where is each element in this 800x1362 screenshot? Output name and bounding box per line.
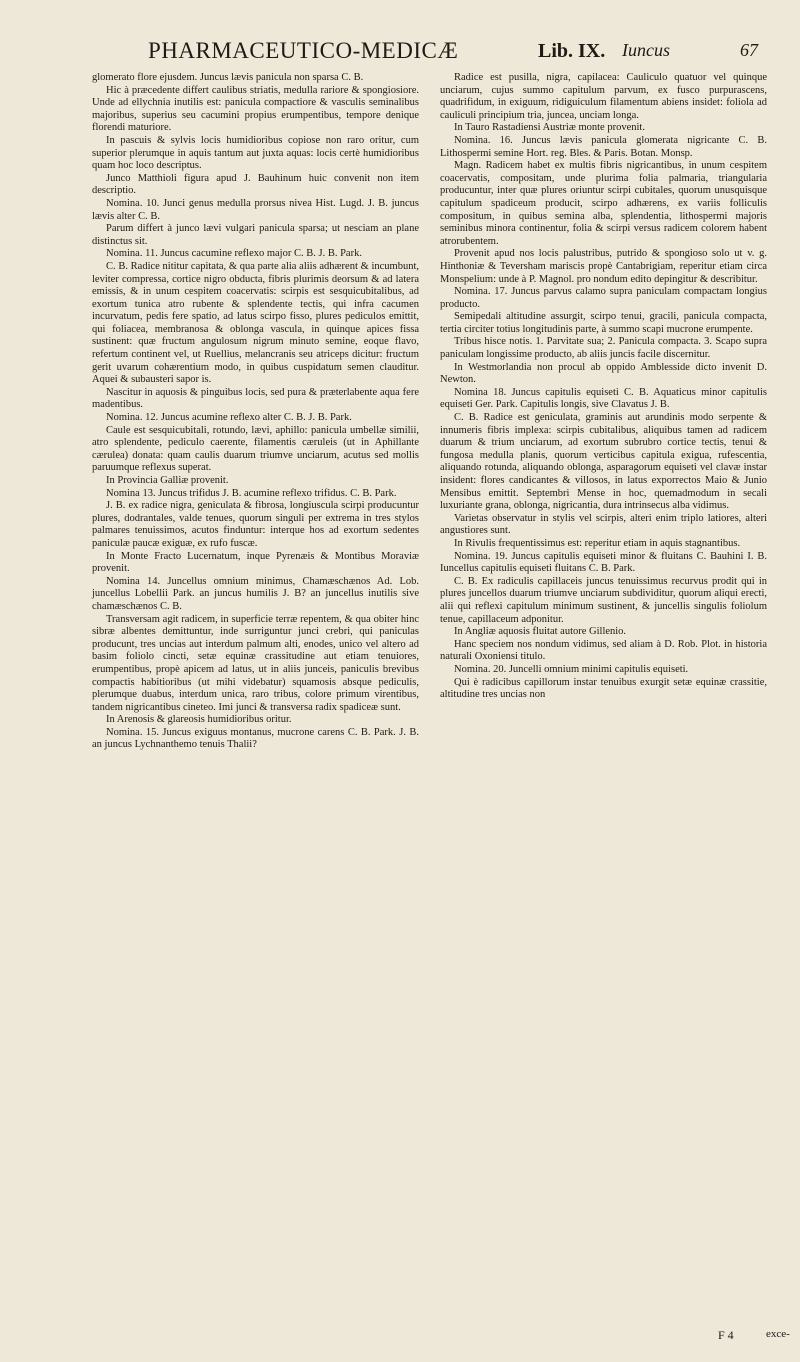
running-head: Iuncus xyxy=(622,40,670,60)
right-column xyxy=(440,72,767,702)
paragraph: Nomina 18. Juncus capitulis equiseti C. B. Aquaticus minor capitulis equiseti Ger. Park. Capitulis longis, sive Clavatus J. B. xyxy=(440,386,767,411)
paragraph: In Rivulis frequentissimus est: reperitur etiam in aquis stagnantibus. xyxy=(454,537,741,549)
paragraph: Nomina. 12. Juncus acumine reflexo alter C. B. J. B. Park. xyxy=(106,412,352,424)
paragraph: Nomina. 11. Juncus cacumine reflexo major C. B. J. B. Park. xyxy=(106,248,362,260)
paragraph: Nomina. 16. Juncus lævis panicula glomerata nigricante C. B. Lithospermi semine Hort. reg. Bles. & Paris. Botan. Monsp. xyxy=(440,134,767,159)
paragraph: In Angliæ aquosis fluitat autore Gillenio. xyxy=(454,626,627,638)
paragraph: Provenit apud nos locis palustribus, putrido & spongioso solo ut v. g. Hinthoniæ & Teversham mariscis propè Cantabrigiam, reperitur etiam circa Monspelium: unde à P. Magnol. pro nondum edito depingitur & describitur. xyxy=(440,248,767,285)
paragraph: Qui è radicibus capillorum instar tenuibus exurgit setæ equinæ crassitie, altitudine tres uncias non xyxy=(440,676,767,701)
paragraph: Nomina. 20. Juncelli omnium minimi capitulis equiseti. xyxy=(454,663,689,675)
catchword: exce- xyxy=(766,1328,790,1340)
paragraph: Nomina 14. Juncellus omnium minimus, Chamæschænos Ad. Lob. juncellus Lobellii Park. an juncus humilis J. B? an juncellus inutilis sive chamæschænos C. B. xyxy=(92,575,419,612)
paragraph: Caule est sesquicubitali, rotundo, lævi, aphillo: panicula umbellæ similii, atro splendente, pediculo caerente, filamentis cæruleis (ut in Aphillante cærulea) donata: quam caulis duarum triumve unciarum, acutus sed mollis paruumque reflexus superat. xyxy=(92,424,419,474)
paragraph: Parum differt à junco lævi vulgari panicula sparsa; ut nesciam an plane distinctus sit. xyxy=(92,223,419,247)
paragraph: glomerato flore ejusdem. Juncus lævis panicula non sparsa C. B. xyxy=(92,72,364,83)
paragraph: In Provincia Galliæ provenit. xyxy=(106,475,229,486)
paragraph: Nascitur in aquosis & pinguibus locis, sed pura & præterlabente aqua fere madentibus. xyxy=(92,386,419,411)
paragraph: Nomina. 17. Juncus parvus calamo supra paniculam compactam longius producto. xyxy=(440,286,767,310)
page-number: 67 xyxy=(740,40,758,60)
paragraph: In Arenosis & glareosis humidioribus oritur. xyxy=(106,714,292,726)
paragraph: In Tauro Rastadiensi Austriæ monte provenit. xyxy=(454,122,645,134)
paragraph: Varietas observatur in stylis vel scirpis, alteri enim triplo latiores, alteri angustiores sunt. xyxy=(440,512,767,537)
left-column xyxy=(92,72,419,752)
paragraph: Radice est pusilla, nigra, capilacea: Cauliculo quatuor vel quinque unciarum, cujus summo capitulum parvum, ex fusco purpurascens, quadrifidum, in exiguum, ridiguiculum filamentum abiens insidet: foliola ad cauliculi principium tria, juncea, unciam longa. xyxy=(440,72,767,121)
running-title: PHARMACEUTICO-MEDICÆ xyxy=(148,38,459,63)
paragraph: C. B. Ex radiculis capillaceis juncus tenuissimus recurvus prodit qui in plures juncellos duarum triumve unciarum subdividitur, quorum aliqui erecti, alii qui reflexi capitulum minimum sustinent, & juncellis singulis foliolum tenue, capillaceum adponitur. xyxy=(440,575,767,625)
paragraph: In Monte Fracto Lucernatum, inque Pyrenæis & Montibus Moraviæ provenit. xyxy=(92,550,419,575)
paragraph: Nomina 13. Juncus trifidus J. B. acumine reflexo trifidus. C. B. Park. xyxy=(106,487,397,499)
paragraph: Tribus hisce notis. 1. Parvitate sua; 2. Panicula compacta. 3. Scapo supra paniculam longissime producto, ab aliis juncis facile discernitur. xyxy=(440,336,767,361)
page-header xyxy=(80,38,780,68)
paragraph: In pascuis & sylvis locis humidioribus copiose non raro oritur, cum superior plerumque in aquis tantum aut juxta aquas: locis certè humidioribus quam hoc loco descriptus. xyxy=(92,134,419,172)
paragraph: J. B. ex radice nigra, geniculata & fibrosa, longiuscula scirpi producuntur plures, dodrantales, valde tenues, quorum singuli per extrema in tres stylos palmares tenuissimos, acutos finduntur: interque hos ad exortum sedentes paniculæ paucæ exiguæ, ex rufo fuscæ. xyxy=(92,500,419,549)
paragraph: C. B. Radice est geniculata, graminis aut arundinis modo serpente & innumeris fibris implexa: scirpis cubitalibus, aliquibus tamen ad radicem duarum & trium unciarum, ad exortum subrubro cortice tectis, tenui & fungosa medulla planis, quorum verticibus capitula exigua, rufescentia, aliquando rotunda, aliquando oblonga, asparagorum equiseti vel clavæ instar insident: flores candicantes & villosos, in latus exporrectos Maio & Junio Mensibus emittit. Septembri Mense in hoc, quemadmodum in secali luxuriante grana, oblonga, nigricantia, dura intrinsecus alba vidimus. xyxy=(440,412,767,512)
paragraph: C. B. Radice nititur capitata, & qua parte alia aliis adhærent & incumbunt, leviter compressa, cortice nigro obducta, fibris plurimis deorsum & ad latera emissis, & in unum cespitem coacervatis: scirpis est sesquicubitalibus, ad exortum tunica atro rubente & splendente tectis, qui infra cacumen incurvatum, pedis fere spatio, ad latus scirpo fisso, plures pediculos emittit, qui foliacea, membranosa & oblonga vascula, in quinque apices fissa sustinent: quæ fructum angulosum nigrum minuto semine, eoque flavo, refertum continent vel, ut Ruellius, melancranis seu atriceps dicitur: fructum gerit uvarum cohærentium modo, in quibus cuspidatum semen clauditur. Aquei & subausteri sapor is. xyxy=(92,260,419,386)
paragraph: Nomina. 15. Juncus exiguus montanus, mucrone carens C. B. Park. J. B. an juncus Lychnanthemo tenuis Thalii? xyxy=(92,726,419,751)
paragraph: Semipedali altitudine assurgit, scirpo tenui, gracili, panicula compacta, tertia circiter totius longitudinis parte, à summo scapi mucrone erumpente. xyxy=(440,311,767,335)
book-number: Lib. IX. xyxy=(538,40,606,62)
paragraph: Magn. Radicem habet ex multis fibris nigricantibus, in unum cespitem coacervatis, compositam, unde plurima folia palmaria, triangularia producuntur, inter quæ plures oriuntur scirpi cubitales, quorum unusquisque capitulum spadiceum producit, scirpo adhærens, ex variis folliculis compositum, in quibus semina alba, splendentia, lithospermi majoris seminibus minora continentur, folia & scirpi versus radicem colorem habent atrorubentem. xyxy=(440,160,767,247)
signature-mark: F 4 xyxy=(718,1328,734,1342)
paragraph: Transversam agit radicem, in superficie terræ repentem, & qua obiter hinc sibræ albentes demittuntur, inde surriguntur junci crebri, qui paniculas producunt, tres uncias aut interdum palmum alti, enodes, unico vel altero ad basim foliolo cincti, setæ equinæ crassitudine aut etiam tenuiores, erumpentibus, propè apicem ad latus, ut in aliis junceis, paniculis brevibus compactis habitioribus (ut mihi videbatur) squamosis absque pediculis, plerumque duabus, interdum unica, raro tribus, colore primum virentibus, tandem nigricantibus cineteo. Imi junci & transversa radix spadiceæ sunt. xyxy=(92,613,419,713)
paragraph: Hic à præcedente differt caulibus striatis, medulla rariore & spongiosiore. Unde ad ellychnia inutilis est: panicula compactiore & vasculis seminalibus majoribus, superius seu cacumini propius erumpentibus, tempore denique florendi maturiore. xyxy=(92,84,419,134)
paragraph: Nomina. 19. Juncus capitulis equiseti minor & fluitans C. Bauhini I. B. Iuncellus capitulis equiseti fluitans C. B. Park. xyxy=(440,550,767,575)
paragraph: In Westmorlandia non procul ab oppido Amblesside dicto invenit D. Newton. xyxy=(440,361,767,386)
paragraph: Hanc speciem nos nondum vidimus, sed aliam à D. Rob. Plot. in historia naturali Oxoniensi titulo. xyxy=(440,638,767,663)
paragraph: Junco Matthioli figura apud J. Bauhinum huic convenit non item descriptio. xyxy=(92,172,419,197)
paragraph: Nomina. 10. Junci genus medulla prorsus nivea Hist. Lugd. J. B. juncus lævis alter C. B. xyxy=(92,197,419,222)
